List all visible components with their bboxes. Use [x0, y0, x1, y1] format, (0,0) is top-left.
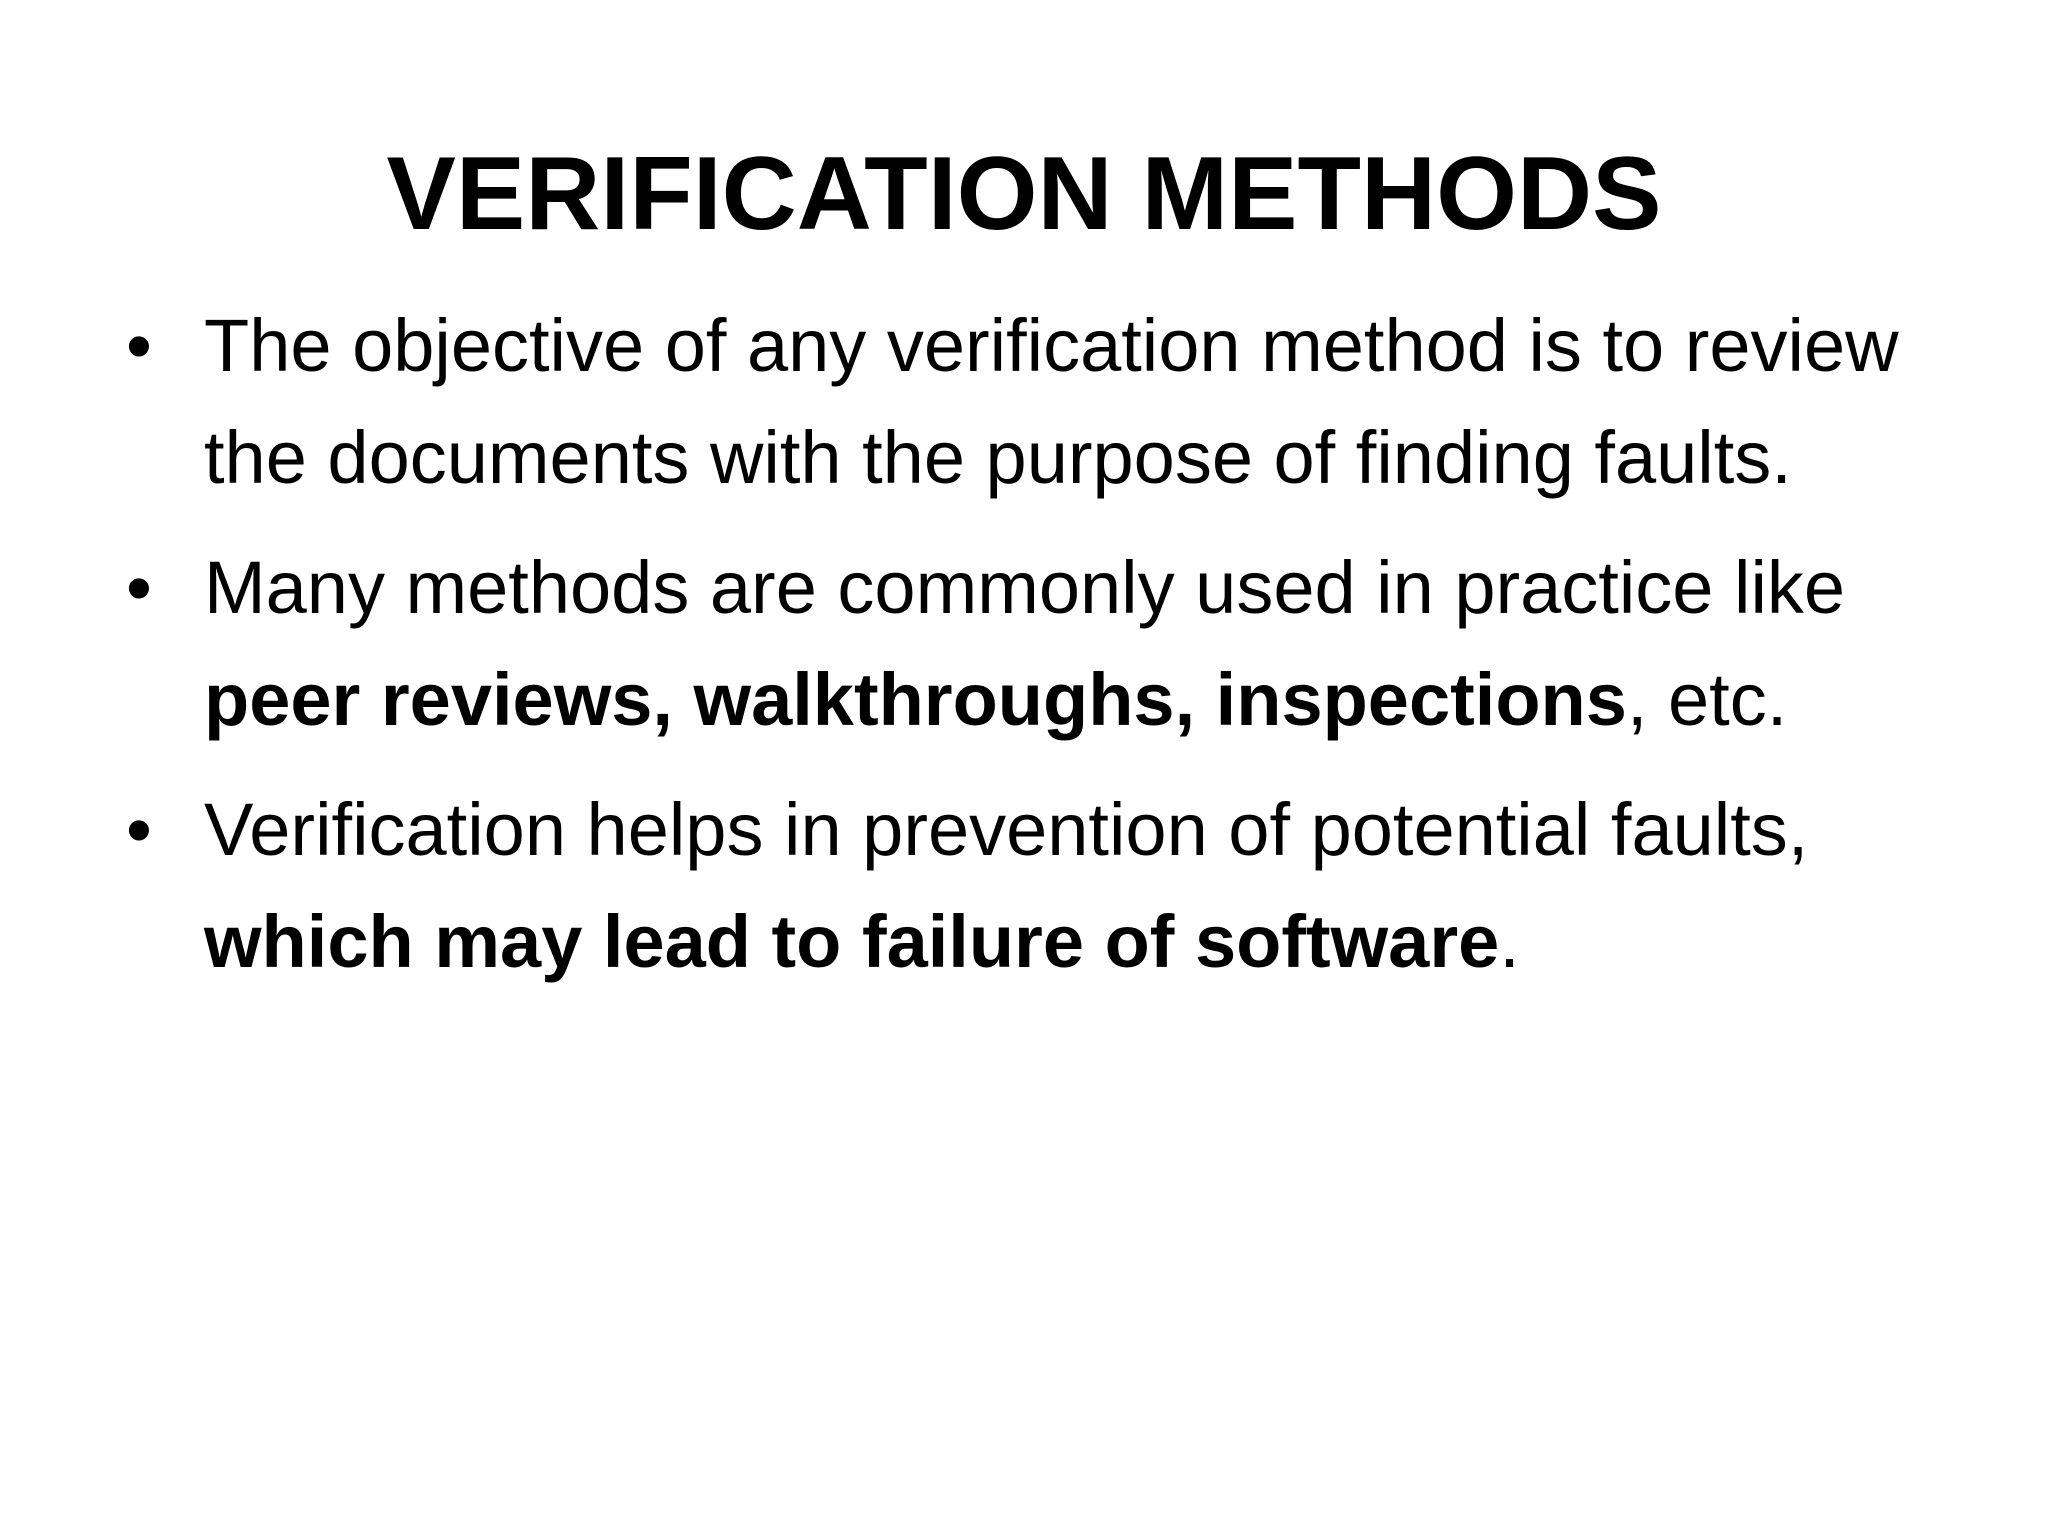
- bullet-item-prevention: [126, 774, 1946, 998]
- slide-title: VERIFICATION METHODS: [386, 136, 1662, 252]
- bullet-icon: •: [126, 546, 152, 629]
- bullet-icon: •: [126, 304, 152, 387]
- bullet-item-objective: [126, 290, 1946, 514]
- bullet-text: The objective of any verification method is to review the documents with the purpose of finding faults.: [204, 304, 1899, 499]
- bullet-text-after: .: [1499, 900, 1520, 983]
- bullet-list: [126, 290, 1946, 1016]
- bullet-text: [204, 788, 1808, 983]
- bullet-text-bold: which may lead to failure of software: [204, 900, 1500, 983]
- bullet-text: [204, 546, 1845, 741]
- bullet-text-after: , etc.: [1626, 658, 1788, 741]
- bullet-text-bold: peer reviews, walkthroughs, inspections: [204, 658, 1627, 741]
- bullet-item-methods: [126, 532, 1946, 756]
- bullet-icon: •: [126, 788, 152, 871]
- bullet-text-before: Verification helps in prevention of potential faults,: [204, 788, 1809, 871]
- bullet-text-before: Many methods are commonly used in practice like: [204, 546, 1846, 629]
